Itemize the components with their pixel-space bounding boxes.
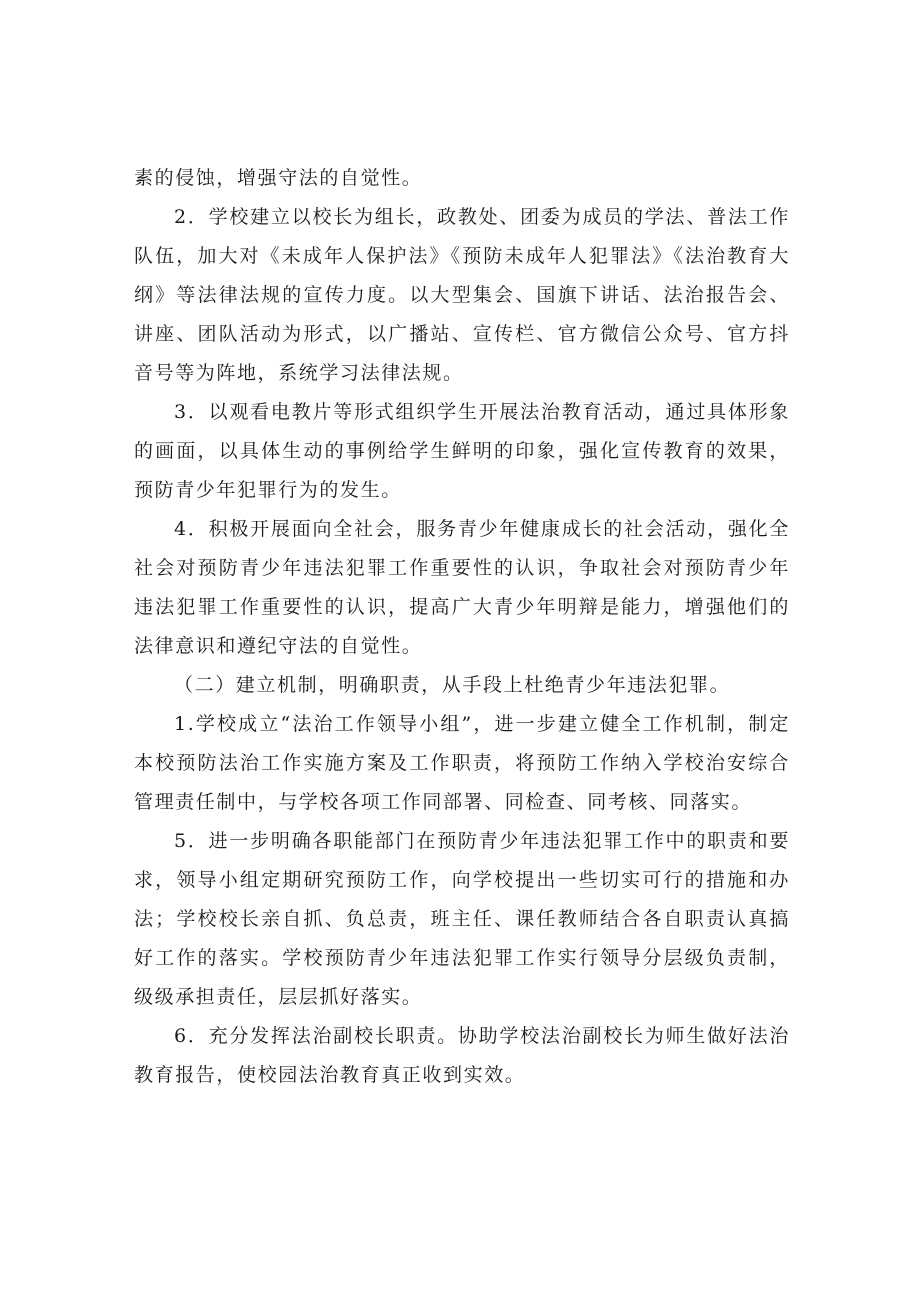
paragraph-item-2: 2．学校建立以校长为组长，政教处、团委为成员的学法、普法工作队伍，加大对《未成年人保护法》《预防未成年人犯罪法》《法治教育大纲》等法律法规的宣传力度。以大型集会、国旗下讲话、法治报告会、讲座、团队活动为形式，以广播站、宣传栏、官方微信公众号、官方抖音号等为阵地，系统学习法律法规。 (134, 206, 790, 384)
paragraph-item-1-mechanism: 1.学校成立“法治工作领导小组”，进一步建立健全工作机制，制定本校预防法治工作实施方案及工作职责，将预防工作纳入学校治安综合管理责任制中，与学校各项工作同部署、同检查、同考核、同落实。 (134, 713, 790, 813)
paragraph-item-6: 6．充分发挥法治副校长职责。协助学校法治副校长为师生做好法治教育报告，使校园法治教育真正收到实效。 (134, 1025, 790, 1086)
section-heading-2: （二）建立机制，明确职责，从手段上杜绝青少年违法犯罪。 (174, 674, 731, 696)
paragraph-item-5: 5．进一步明确各职能部门在预防青少年违法犯罪工作中的职责和要求，领导小组定期研究预防工作，向学校提出一些切实可行的措施和办法；学校校长亲自抓、负总责，班主任、课任教师结合各自职责认真搞好工作的落实。学校预防青少年违法犯罪工作实行领导分层级负责制，级级承担责任，层层抓好落实。 (134, 830, 790, 1008)
paragraph-item-3: 3．以观看电教片等形式组织学生开展法治教育活动，通过具体形象的画面，以具体生动的事例给学生鲜明的印象，强化宣传教育的效果，预防青少年犯罪行为的发生。 (134, 401, 790, 501)
paragraph-item-4: 4．积极开展面向全社会，服务青少年健康成长的社会活动，强化全社会对预防青少年违法犯罪工作重要性的认识，争取社会对预防青少年违法犯罪工作重要性的认识，提高广大青少年明辩是能力，增强他们的法律意识和遵纪守法的自觉性。 (134, 518, 790, 657)
paragraph-continuation: 素的侵蚀，增强守法的自觉性。 (134, 167, 423, 189)
